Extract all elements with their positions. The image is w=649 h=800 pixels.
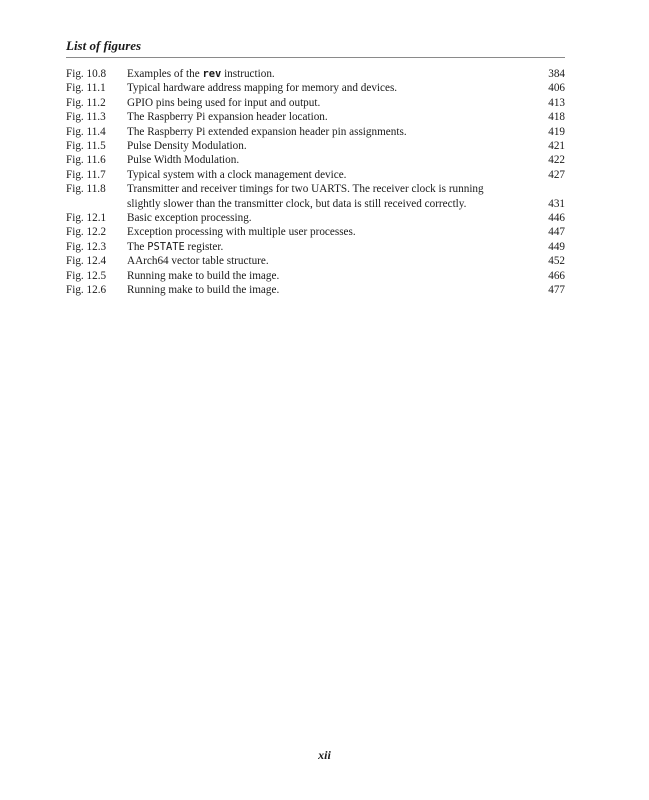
figure-caption: Basic exception processing.: [127, 212, 252, 225]
figure-list: [66, 67, 565, 298]
figure-number: Fig. 11.7: [66, 168, 106, 181]
figure-entry: [66, 225, 565, 239]
figure-entry: [66, 67, 565, 81]
figure-caption: [127, 182, 525, 211]
figure-entry: [66, 168, 565, 182]
caption-line: Transmitter and receiver timings for two UARTS. The receiver clock is running: [127, 183, 484, 196]
figure-page-number: 406: [548, 82, 565, 95]
figure-entry: [66, 254, 565, 268]
caption-text: instruction.: [221, 68, 275, 80]
figure-caption: GPIO pins being used for input and output.: [127, 96, 321, 109]
figure-number: Fig. 12.1: [66, 212, 107, 225]
figure-entry: [66, 153, 565, 167]
figure-number: Fig. 11.5: [66, 140, 106, 153]
caption-line: slightly slower than the transmitter clock, but data is still received correctly.: [127, 197, 467, 210]
figure-entry: [66, 96, 565, 110]
figure-caption: [127, 240, 525, 254]
figure-entry: [66, 269, 565, 283]
caption-text: register.: [184, 240, 224, 253]
figure-caption: Typical hardware address mapping for memory and devices.: [127, 82, 398, 95]
figure-page-number: 466: [548, 269, 565, 282]
figure-entry: [66, 182, 565, 211]
caption-code: rev: [202, 68, 222, 80]
figure-entry: [66, 139, 565, 153]
caption-text: Examples of the: [127, 68, 203, 80]
figure-caption: AArch64 vector table structure.: [127, 255, 269, 268]
figure-page-number: 427: [548, 168, 565, 181]
figure-number: Fig. 11.2: [66, 96, 106, 109]
figure-number: Fig. 12.5: [66, 269, 107, 282]
figure-page-number: 418: [548, 111, 565, 124]
figure-page-number: 431: [548, 197, 565, 210]
page-number: xii: [318, 748, 331, 762]
figure-page-number: 421: [548, 140, 565, 153]
figure-caption: The Raspberry Pi expansion header location.: [127, 111, 328, 124]
figure-page-number: 422: [548, 154, 565, 167]
figure-entry: [66, 125, 565, 139]
figure-number: Fig. 11.6: [66, 154, 106, 167]
caption-text: The: [127, 240, 148, 253]
figure-caption: Exception processing with multiple user processes.: [127, 226, 356, 239]
figure-entry: [66, 81, 565, 95]
running-head-title: List of figures: [66, 38, 565, 58]
figure-number: Fig. 11.4: [66, 125, 106, 138]
figure-number: Fig. 12.6: [66, 284, 107, 297]
figure-entry: [66, 240, 565, 254]
figure-page-number: 477: [548, 284, 565, 297]
figure-caption: Pulse Density Modulation.: [127, 140, 247, 153]
figure-page-number: 447: [548, 226, 565, 239]
figure-page-number: 446: [548, 212, 565, 225]
figure-caption: The Raspberry Pi extended expansion header pin assignments.: [127, 125, 407, 138]
figure-number: Fig. 10.8: [66, 68, 107, 80]
figure-page-number: 452: [548, 255, 565, 268]
figure-caption: Running make to build the image.: [127, 269, 280, 282]
figure-number: Fig. 12.2: [66, 226, 107, 239]
figure-number: Fig. 12.4: [66, 255, 107, 268]
figure-entry: [66, 110, 565, 124]
figure-entry: [66, 211, 565, 225]
figure-number: Fig. 11.1: [66, 82, 106, 95]
figure-caption: Running make to build the image.: [127, 284, 280, 297]
figure-caption: [127, 67, 525, 81]
figure-page-number: 419: [548, 125, 565, 138]
figure-entry: [66, 283, 565, 297]
figure-number: Fig. 11.8: [66, 183, 106, 196]
caption-code: PSTATE: [147, 240, 185, 253]
figure-caption: Pulse Width Modulation.: [127, 154, 240, 167]
figure-page-number: 384: [548, 68, 565, 80]
figure-page-number: 413: [548, 96, 565, 109]
figure-number: Fig. 11.3: [66, 111, 106, 124]
figure-caption: Typical system with a clock management device.: [127, 168, 347, 181]
figure-number: Fig. 12.3: [66, 240, 107, 253]
figure-page-number: 449: [548, 240, 565, 253]
